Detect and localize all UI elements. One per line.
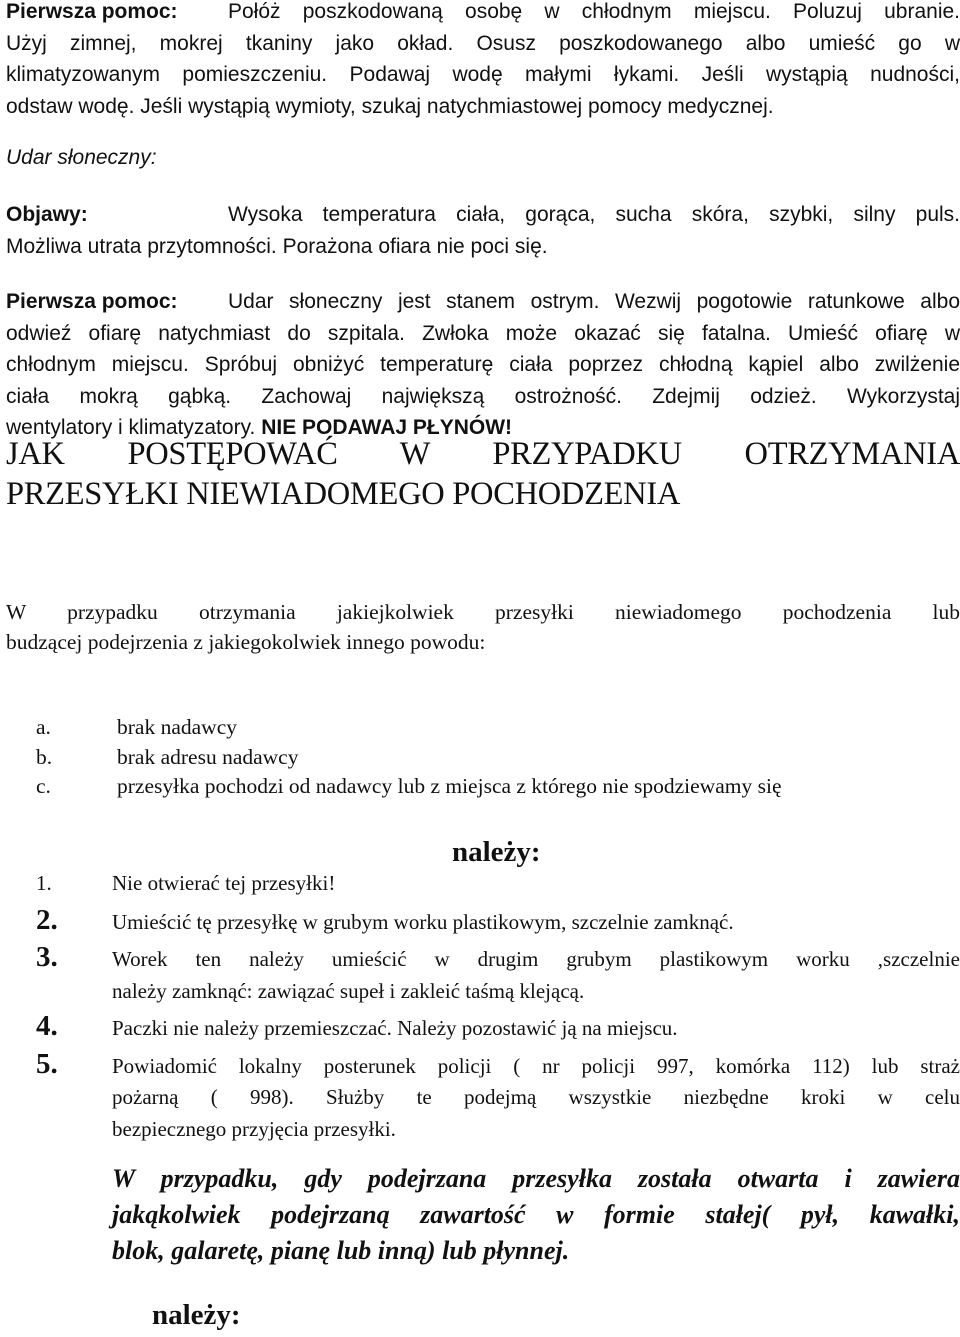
intro-line-2: budzącej podejrzenia z jakiegokolwiek innego powodu:	[6, 630, 486, 654]
nalezy-heading-1: należy:	[452, 836, 541, 868]
symptoms-text-2: Możliwa utrata przytomności. Porażona ofiara nie poci się.	[6, 234, 548, 258]
sunstroke-first-aid-last: wentylatory i klimatyzatory.	[6, 416, 256, 439]
symptoms-label: Objawy:	[6, 203, 88, 226]
step-line: Nie otwierać tej przesyłki!	[112, 871, 336, 895]
first-aid-section	[6, 0, 960, 122]
symptoms-section	[6, 199, 960, 262]
list-item-text: brak nadawcy	[117, 715, 237, 739]
step-text	[112, 944, 960, 1007]
first-aid-text-3: klimatyzowanym pomieszczeniu. Podawaj wodę małymi łykami. Jeśli wystąpią nudności,	[6, 63, 960, 86]
step-line: Worek ten należy umieścić w drugim grubym plastikowym worku ,szczelnie	[112, 947, 960, 971]
step-item	[36, 1048, 960, 1146]
intro-paragraph	[6, 597, 960, 657]
step-text	[112, 907, 960, 939]
step-line: Paczki nie należy przemieszczać. Należy pozostawić ją na miejscu.	[112, 1016, 678, 1040]
symptoms-line-1	[6, 199, 960, 231]
page-heading	[6, 434, 960, 514]
list-item-text: brak adresu nadawcy	[117, 744, 299, 769]
first-aid-text-1: Połóż poszkodowaną osobę w chłodnym miejscu. Poluzuj ubranie.	[228, 0, 960, 23]
no-fluids-warning: NIE PODAWAJ PŁYNÓW!	[261, 416, 513, 439]
first-aid-text-4: odstaw wodę. Jeśli wystąpią wymioty, szukaj natychmiastowej pomocy medycznej.	[6, 94, 774, 118]
first-aid-text-2: Użyj zimnej, mokrej tkaniny jako okład. Osusz poszkodowanego albo umieść go w	[6, 31, 960, 55]
step-text	[112, 1051, 960, 1146]
sunstroke-first-aid-text-2: odwieź ofiarę natychmiast do szpitala. Zwłoka może okazać się fatalna. Umieść ofiarę w	[6, 321, 960, 345]
sunstroke-title: Udar słoneczny:	[6, 146, 157, 169]
step-item	[36, 1010, 960, 1045]
step-number: 1.	[36, 871, 52, 895]
symptoms-text-1: Wysoka temperatura ciała, gorąca, sucha skóra, szybki, silny puls.	[228, 203, 960, 226]
step-item	[36, 868, 960, 900]
list-item	[36, 713, 781, 743]
final-line-2: jakąkolwiek podejrzaną zawartość w formie stałej( pył, kawałki,	[112, 1200, 960, 1229]
criteria-list	[36, 713, 781, 802]
sunstroke-first-aid-section	[6, 286, 960, 444]
final-line-1: W przypadku, gdy podejrzana przesyłka została otwarta i zawiera	[112, 1164, 960, 1193]
step-line: należy zamknąć: zawiązać supeł i zakleić taśmą klejącą.	[112, 978, 585, 1003]
first-aid-label: Pierwsza pomoc:	[6, 0, 178, 23]
sunstroke-first-aid-text-4: ciała mokrą gąbką. Zachowaj największą ostrożność. Zdejmij odzież. Wykorzystaj	[6, 384, 960, 408]
step-item	[36, 941, 960, 1007]
step-item	[36, 904, 960, 939]
step-text	[112, 1013, 960, 1045]
intro-line-1: W przypadku otrzymania jakiejkolwiek przesyłki niewiadomego pochodzenia lub	[6, 600, 960, 624]
first-aid-line-1	[6, 0, 960, 28]
step-text	[112, 868, 960, 900]
list-item-text: przesyłka pochodzi od nadawcy lub z miejsca z którego nie spodziewamy się	[117, 774, 782, 798]
step-number: 3.	[36, 941, 58, 973]
step-line: Umieścić tę przesyłkę w grubym worku plastikowym, szczelnie zamknąć.	[112, 909, 734, 934]
sunstroke-first-aid-text-3: chłodnym miejscu. Spróbuj obniżyć temperaturę ciała poprzez chłodną kąpiel albo zwilżenie	[6, 353, 960, 376]
sunstroke-first-aid-line-1	[6, 286, 960, 318]
list-item-key: b.	[36, 744, 53, 769]
step-line: pożarną ( 998). Służby te podejmą wszystkie niezbędne kroki w celu	[112, 1085, 960, 1109]
list-item-key: a.	[36, 715, 51, 739]
nalezy-heading-2: należy:	[152, 1299, 241, 1331]
opened-package-paragraph	[112, 1161, 960, 1269]
heading-line-1: JAK POSTĘPOWAĆ W PRZYPADKU OTRZYMANIA	[6, 436, 960, 472]
heading-line-2: PRZESYŁKI NIEWIADOMEGO POCHODZENIA	[6, 476, 681, 512]
step-line: bezpiecznego przyjęcia przesyłki.	[112, 1116, 396, 1141]
step-number: 4.	[36, 1010, 58, 1042]
final-line-3: blok, galaretę, pianę lub inną) lub płynnej.	[112, 1236, 570, 1265]
step-line: Powiadomić lokalny posterunek policji ( nr policji 997, komórka 112) lub straż	[112, 1053, 960, 1078]
list-item-key: c.	[36, 774, 51, 798]
step-number: 5.	[36, 1047, 58, 1080]
sunstroke-first-aid-label: Pierwsza pomoc:	[6, 290, 178, 313]
list-item	[36, 743, 781, 773]
list-item	[36, 772, 781, 802]
sunstroke-first-aid-text-1: Udar słoneczny jest stanem ostrym. Wezwij pogotowie ratunkowe albo	[228, 290, 960, 313]
steps-list	[36, 868, 960, 1145]
step-number: 2.	[36, 903, 58, 936]
